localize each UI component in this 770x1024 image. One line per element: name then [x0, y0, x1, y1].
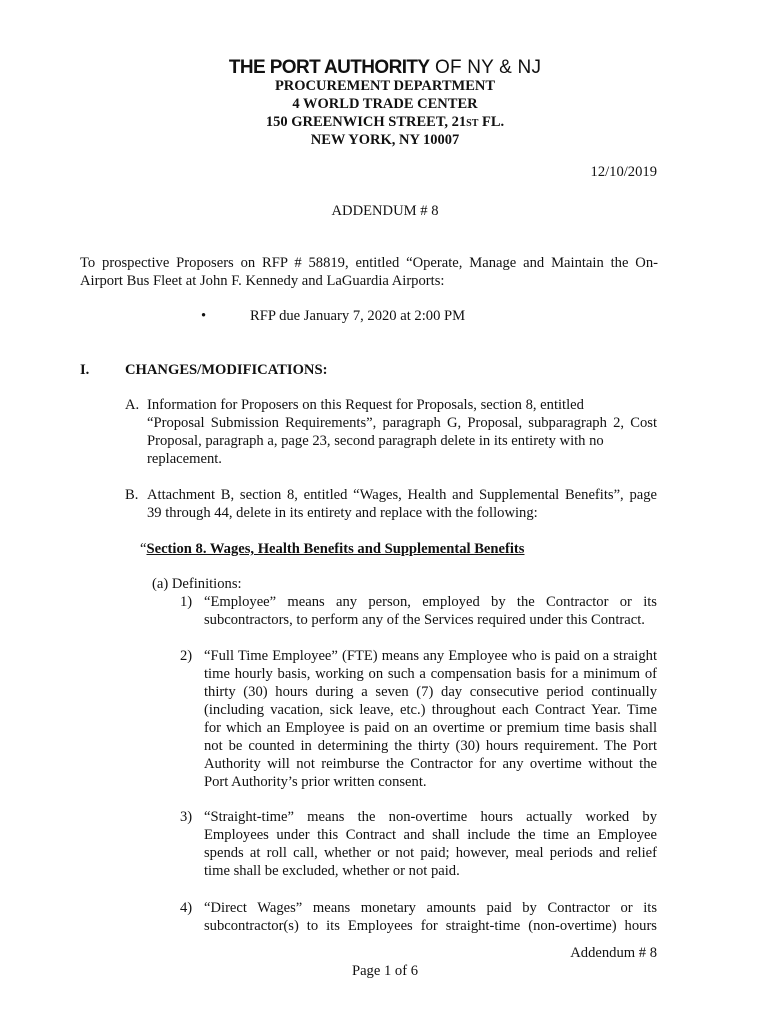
definition-text: “Direct Wages” means monetary amounts paid by Contractor or its subcontractor(s) to its Employees for straight-time (non-overtime) hours	[204, 900, 657, 934]
item-a-line: “Proposal Submission Requirements”, paragraph G, Proposal, subparagraph 2, Cost	[147, 415, 657, 431]
definition-number: 3)	[180, 809, 193, 825]
address-line-3: NEW YORK, NY 10007	[310, 132, 460, 148]
item-a-line: replacement.	[147, 451, 222, 467]
item-a-line: Proposal, paragraph a, page 23, second paragraph delete in its entirety with no	[147, 433, 604, 449]
due-date-text: RFP due January 7, 2020 at 2:00 PM	[250, 308, 466, 324]
item-b-line: 39 through 44, delete in its entirety and replace with the following:	[147, 505, 538, 521]
intro-paragraph	[80, 254, 658, 290]
definition-number: 4)	[180, 900, 193, 916]
item-b-label: B.	[125, 487, 139, 503]
item-a-text	[147, 396, 657, 468]
port-authority-logo	[0, 57, 770, 79]
logo-thin-text: OF NY & NJ	[429, 57, 542, 78]
item-a-line: Information for Proposers on this Request for Proposals, section 8, entitled	[147, 397, 584, 413]
address-line-1: 4 WORLD TRADE CENTER	[292, 96, 478, 112]
document-date: 12/10/2019	[590, 164, 657, 180]
footer-addendum: Addendum # 8	[570, 945, 657, 961]
section-title: CHANGES/MODIFICATIONS:	[125, 362, 328, 378]
definition-number: 2)	[180, 648, 193, 664]
definition-text: “Full Time Employee” (FTE) means any Employee who is paid on a straight time hourly basis, working on such a compensation basis for a minimum of thirty (30) hours during a seven (7) day consecutive period continually (including vacation, sick leave, etc.) throughout each Contract Year. Time for which an Employee is paid on an overtime or premium time basis shall not be counted in determining the thirty (30) hours requirement. The Port Authority will not reimburse the Contractor for any overtime without the Port Authority’s prior written consent.	[204, 648, 657, 790]
definition-text: “Straight-time” means the non-overtime hours actually worked by Employees under this Contract and shall include the time an Employee spends at roll call, whether or not paid; however, meal periods and relief time shall be excluded, whether or not paid.	[204, 809, 657, 879]
section-number: I.	[80, 362, 90, 378]
address-line-2: 150 GREENWICH STREET, 21ST FL.	[265, 114, 505, 130]
definition-number: 1)	[180, 594, 193, 610]
addendum-title: ADDENDUM # 8	[331, 203, 439, 219]
department-name: PROCUREMENT DEPARTMENT	[274, 78, 496, 94]
definition-text: “Employee” means any person, employed by the Contractor or its subcontractors, to perform any of the Services required under this Contract.	[204, 594, 657, 628]
section-8-heading: “Section 8. Wages, Health Benefits and Supplemental Benefits	[140, 541, 525, 557]
intro-line: Airport Bus Fleet at John F. Kennedy and LaGuardia Airports:	[80, 273, 445, 289]
intro-line: To prospective Proposers on RFP # 58819, entitled “Operate, Manage and Maintain the On-	[80, 255, 658, 271]
logo-bold-text: THE PORT AUTHORITY	[228, 57, 430, 78]
definitions-heading: (a) Definitions:	[152, 576, 242, 592]
bullet-icon: •	[201, 308, 207, 324]
page-number: Page 1 of 6	[351, 963, 419, 979]
section-8-title: Section 8. Wages, Health Benefits and Supplemental Benefits	[146, 541, 525, 557]
item-a-label: A.	[125, 397, 140, 413]
item-b-text	[147, 486, 657, 522]
item-b-line: Attachment B, section 8, entitled “Wages, Health and Supplemental Benefits”, page	[147, 487, 657, 503]
